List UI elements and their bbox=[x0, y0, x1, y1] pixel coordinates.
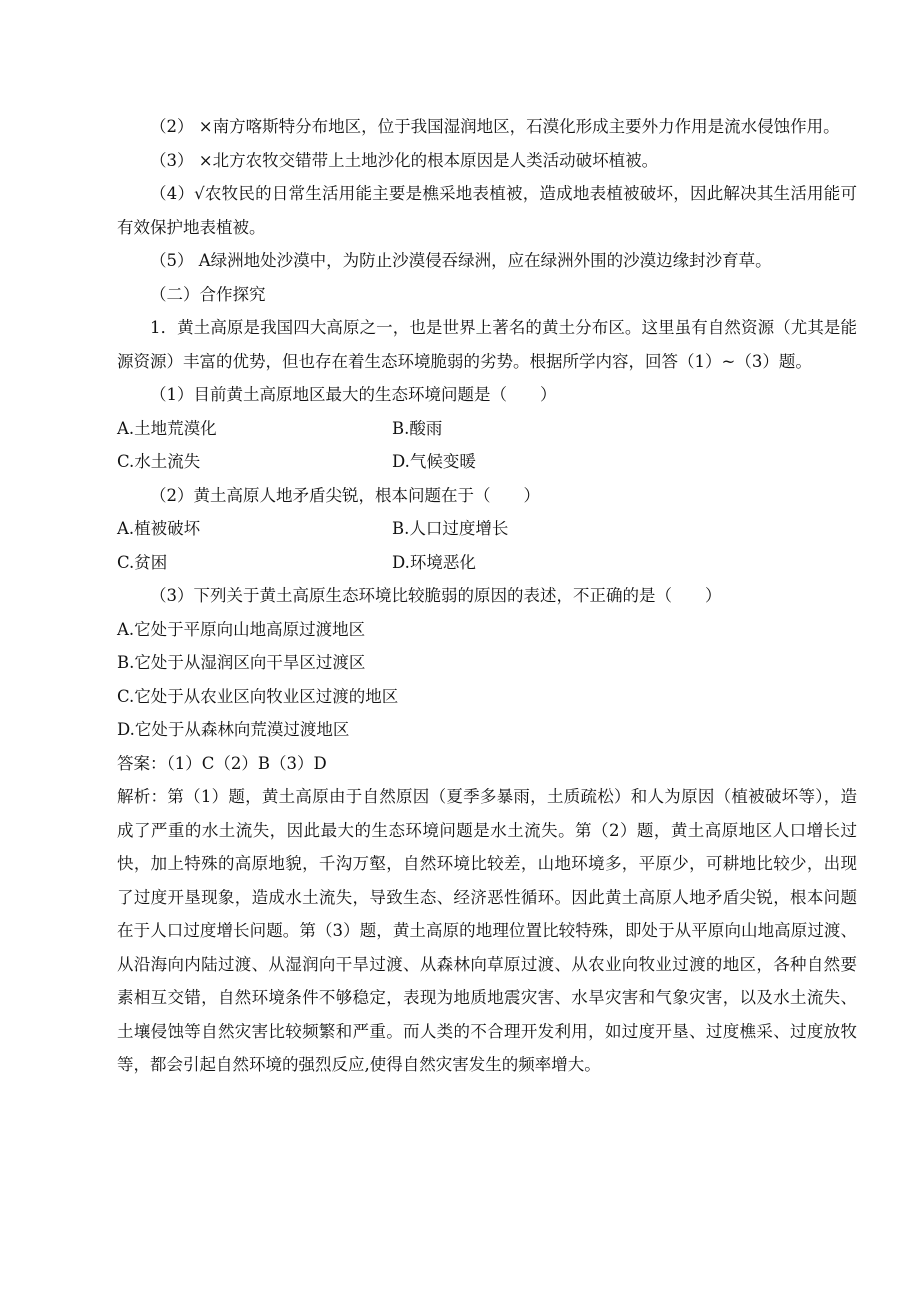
question-3-option-c: C.它处于从农业区向牧业区过渡的地区 bbox=[117, 686, 399, 706]
question-3-stem: （3）下列关于黄土高原生态环境比较脆弱的原因的表述，不正确的是（ ） bbox=[150, 586, 722, 605]
question-2-option-b: B.人口过度增长 bbox=[392, 519, 509, 538]
question-1-option-a: A.土地荒漠化 bbox=[117, 418, 217, 438]
question-2-options-row-2 bbox=[117, 546, 857, 580]
question-1-option-b: B.酸雨 bbox=[392, 418, 443, 438]
analysis-paragraph: 解析：第（1）题，黄土高原由于自然原因（夏季多暴雨，土质疏松）和人为原因（植被破坏等），造成了严重的水土流失，因此最大的生态环境问题是水土流失。第（2）题，黄土高原地区人口增长过快，加上特殊的高原地貌，千沟万壑，自然环境比较差，山地环境多，平原少，可耕地比较少，出现了过度开垦现象，造成水土流失，导致生态、经济恶性循环。因此黄土高原人地矛盾尖锐，根本问题在于人口过度增长问题。第（3）题，黄土高原的地理位置比较特殊，即处于从平原向山地高原过渡、从沿海向内陆过渡、从湿润向干旱过渡、从森林向草原过渡、从农业向牧业过渡的地区，各种自然要素相互交错，自然环境条件不够稳定，表现为地质地震灾害、水旱灾害和气象灾害，以及水土流失、土壤侵蚀等自然灾害比较频繁和严重。而人类的不合理开发利用，如过度开垦、过度樵采、过度放牧等，都会引起自然环境的强烈反应,使得自然灾害发生的频率增大。 bbox=[117, 787, 857, 1074]
section-title: （二）合作探究 bbox=[150, 284, 266, 304]
question-1-stem: （1）目前黄土高原地区最大的生态环境问题是（ ） bbox=[150, 385, 557, 404]
review-answer-2: （2） ×南方喀斯特分布地区，位于我国湿润地区，石漠化形成主要外力作用是流水侵蚀作用。 bbox=[150, 117, 840, 136]
question-intro: 1．黄土高原是我国四大高原之一，也是世界上著名的黄土分布区。这里虽有自然资源（尤其是能源资源）丰富的优势，但也存在着生态环境脆弱的劣势。根据所学内容，回答（1）~（3）题。 bbox=[117, 318, 857, 371]
question-2-option-d: D.环境恶化 bbox=[392, 552, 476, 572]
review-answer-4: （4）√农牧民的日常生活用能主要是樵采地表植被，造成地表植被破坏，因此解决其生活用能可有效保护地表植被。 bbox=[117, 184, 857, 237]
question-1-options-row-2 bbox=[117, 445, 857, 479]
answer-line: 答案：（1）C（2）B（3）D bbox=[117, 753, 327, 773]
question-1-option-c: C.水土流失 bbox=[117, 452, 201, 471]
question-2-option-c: C.贫困 bbox=[117, 552, 168, 572]
question-3-option-b: B.它处于从湿润区向干旱区过渡区 bbox=[117, 653, 366, 672]
document-body bbox=[117, 110, 857, 1082]
question-2-option-a: A.植被破坏 bbox=[117, 519, 201, 538]
question-2-stem: （2）黄土高原人地矛盾尖锐，根本问题在于（ ） bbox=[150, 485, 540, 505]
question-3-option-d: D.它处于从森林向荒漠过渡地区 bbox=[117, 720, 350, 739]
review-answer-5: （5） A绿洲地处沙漠中，为防止沙漠侵吞绿洲，应在绿洲外围的沙漠边缘封沙育草。 bbox=[150, 251, 772, 270]
question-1-option-d: D.气候变暖 bbox=[392, 452, 476, 471]
question-2-options-row-1 bbox=[117, 512, 857, 546]
review-answer-3: （3） ×北方农牧交错带上土地沙化的根本原因是人类活动破坏植被。 bbox=[150, 150, 659, 170]
question-3-option-a: A.它处于平原向山地高原过渡地区 bbox=[117, 619, 366, 639]
question-1-options-row-1 bbox=[117, 412, 857, 446]
